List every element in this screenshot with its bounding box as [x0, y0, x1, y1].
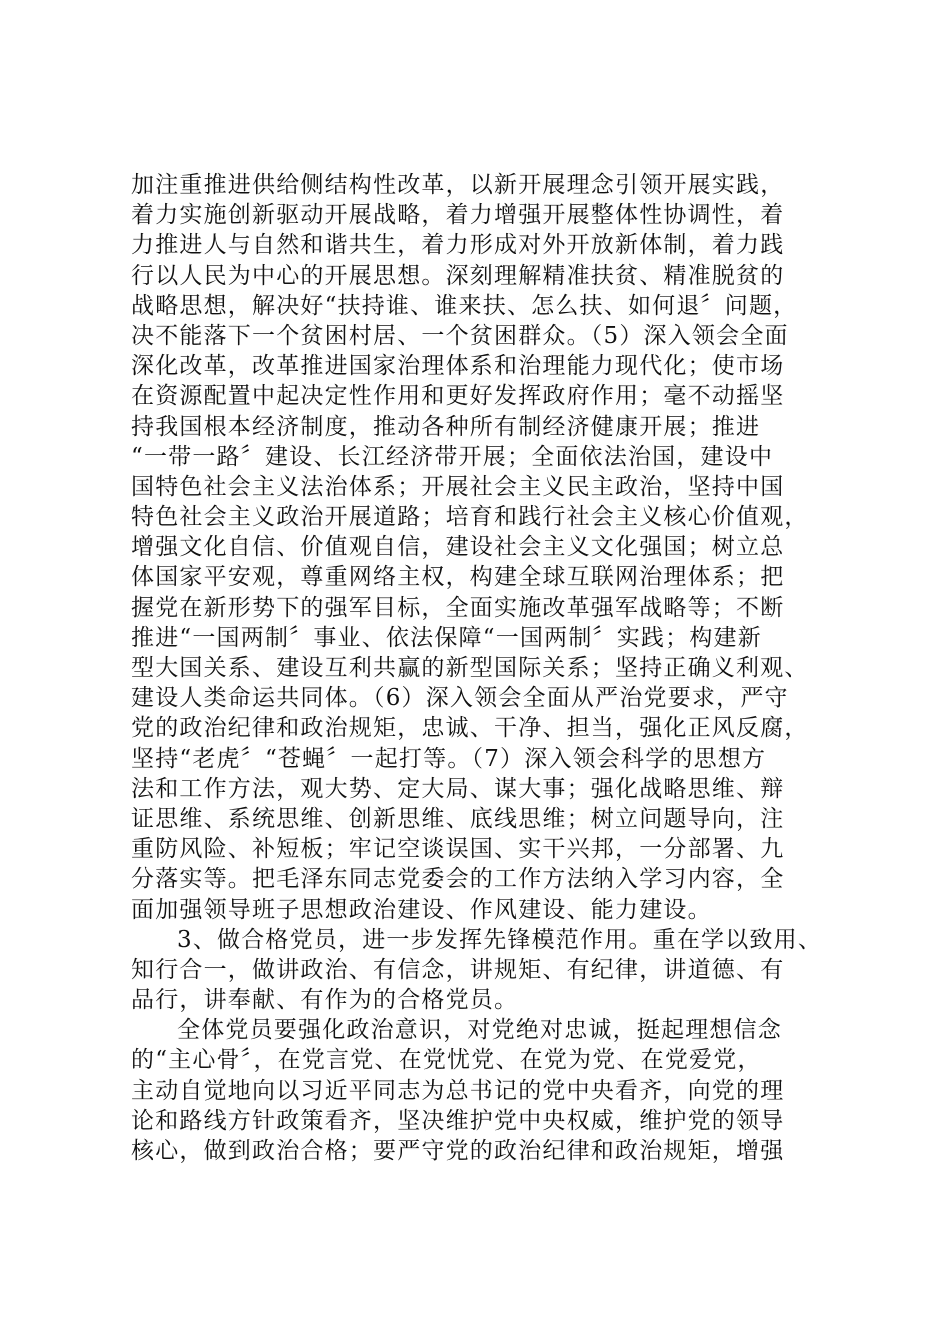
text-line: 加注重推进供给侧结构性改革，以新开展理念引领开展实践，	[131, 172, 785, 198]
text-line: 证思维、系统思维、创新思维、底线思维；树立问题导向，注	[131, 805, 785, 832]
text-line: 战略思想，解决好“扶持谁、谁来扶、怎么扶、如何退〞问题，	[131, 292, 798, 319]
text-line: 核心，做到政治合格；要严守党的政治纪律和政治规矩，增强	[131, 1138, 785, 1164]
text-line: 决不能落下一个贫困村居、一个贫困群众。（5）深入领会全面	[131, 322, 789, 349]
text-line: 分落实等。把毛泽东同志党委会的工作方法纳入学习内容，全	[131, 866, 785, 893]
text-line: 特色社会主义政治开展道路；培育和践行社会主义核心价值观，	[131, 504, 809, 531]
text-line: 面加强领导班子思想政治建设、作风建设、能力建设。	[131, 896, 712, 923]
text-line: 品行，讲奉献、有作为的合格党员。	[131, 987, 519, 1014]
text-line: 3、做合格党员，进一步发挥先锋模范作用。重在学以致用、	[177, 926, 823, 953]
text-line: 持我国根本经济制度，推动各种所有制经济健康开展；推进	[131, 413, 761, 440]
text-line: 深化改革，改革推进国家治理体系和治理能力现代化；使市场	[131, 353, 785, 380]
text-line: 法和工作方法，观大势、定大局、谋大事；强化战略思维、辩	[131, 775, 785, 802]
text-line: 在资源配置中起决定性作用和更好发挥政府作用；毫不动摇坚	[131, 383, 785, 410]
text-line: 的“主心骨〞，在党言党、在党忧党、在党为党、在党爱党，	[131, 1047, 762, 1074]
text-line: 国特色社会主义法治体系；开展社会主义民主政治，坚持中国	[131, 473, 785, 500]
text-line: 党的政治纪律和政治规矩，忠诚、干净、担当，强化正风反腐，	[131, 715, 809, 742]
text-line: 握党在新形势下的强军目标，全面实施改革强军战略等；不断	[131, 594, 785, 621]
text-line: 着力实施创新驱动开展战略，着力增强开展整体性协调性，着	[131, 202, 785, 229]
text-line: 力推进人与自然和谐共生，着力形成对外开放新体制，着力践	[131, 232, 785, 259]
text-line: 全体党员要强化政治意识，对党绝对忠诚，挺起理想信念	[177, 1017, 782, 1044]
text-line: 坚持“老虎〞“苍蝇〞一起打等。（7）深入领会科学的思想方	[131, 745, 767, 772]
text-line: 推进“一国两制〞事业、依法保障“一国两制〞实践；构建新	[131, 624, 762, 651]
text-line: 行以人民为中心的开展思想。深刻理解精准扶贫、精准脱贫的	[131, 262, 785, 289]
text-line: “一带一路〞建设、长江经济带开展；全面依法治国，建设中	[131, 443, 774, 470]
text-line: 体国家平安观，尊重网络主权，构建全球互联网治理体系；把	[131, 564, 785, 591]
text-line: 建设人类命运共同体。（6）深入领会全面从严治党要求，严守	[131, 685, 789, 712]
body-text	[131, 170, 851, 1166]
text-line: 重防风险、补短板；牢记空谈误国、实干兴邦，一分部署、九	[131, 836, 785, 863]
text-line: 型大国关系、建设互利共赢的新型国际关系；坚持正确义利观、	[131, 655, 809, 681]
text-line: 知行合一，做讲政治、有信念，讲规矩、有纪律，讲道德、有	[131, 956, 785, 983]
text-line: 增强文化自信、价值观自信，建设社会主义文化强国；树立总	[131, 534, 785, 561]
text-line: 主动自觉地向以习近平同志为总书记的党中央看齐，向党的理	[131, 1077, 785, 1104]
text-line: 论和路线方针政策看齐，坚决维护党中央权威，维护党的领导	[131, 1107, 785, 1134]
